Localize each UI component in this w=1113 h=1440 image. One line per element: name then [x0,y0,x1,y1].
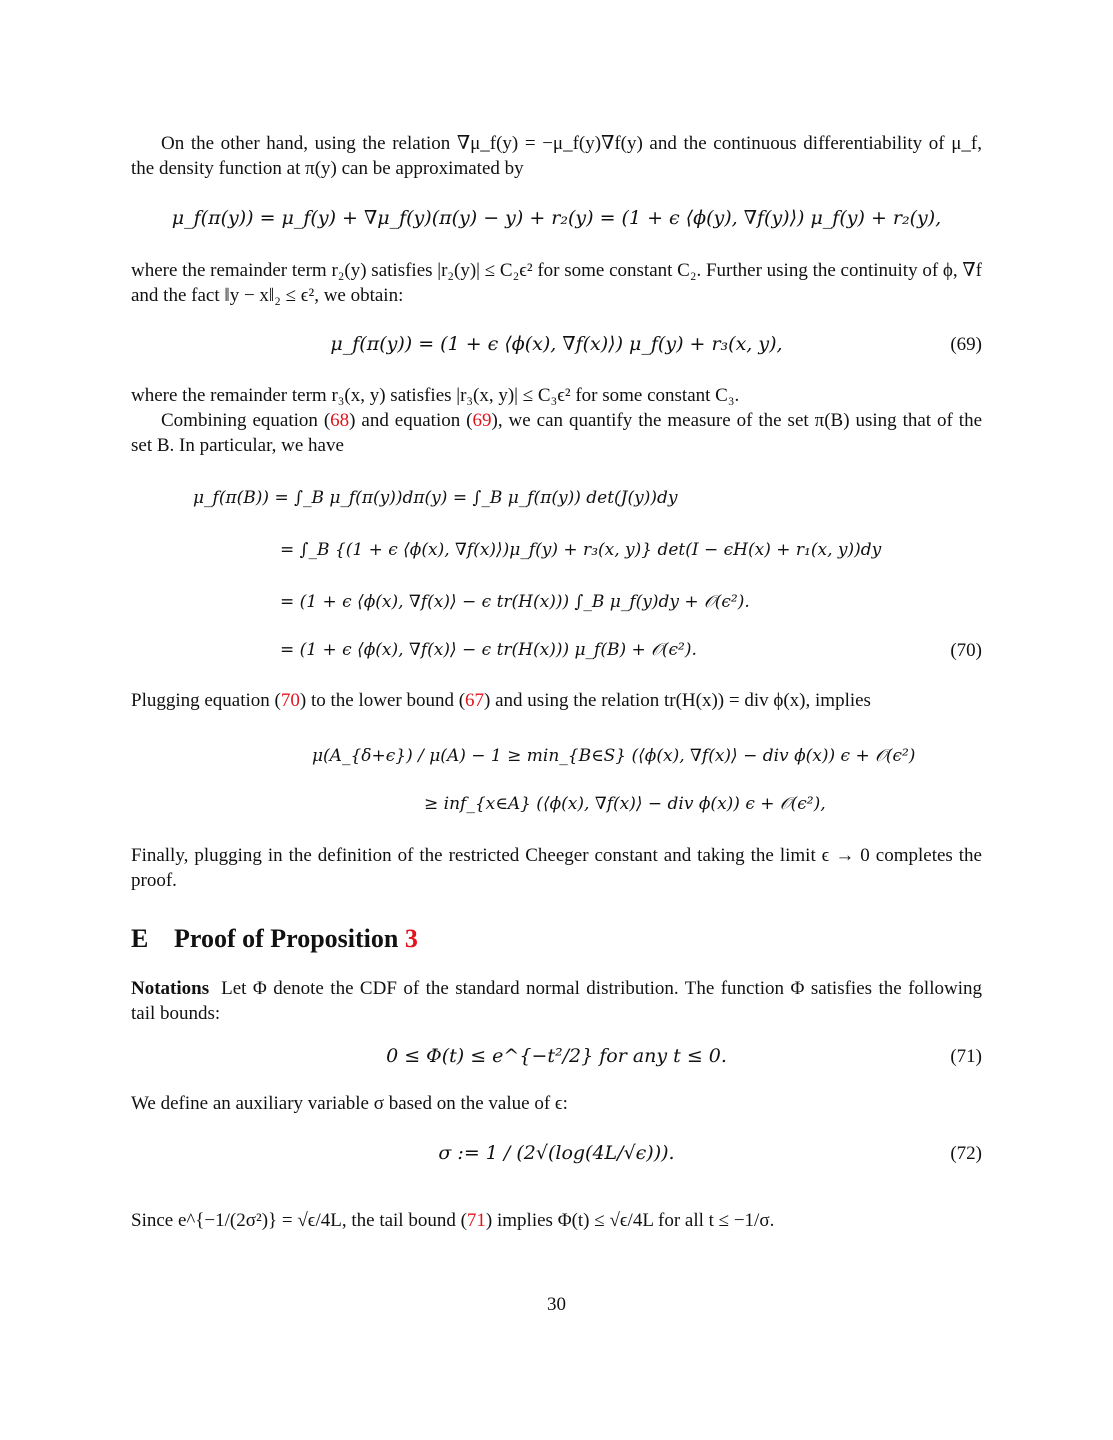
equation-number-70: (70) [950,640,982,661]
equation-ref-71[interactable]: 71 [466,1210,486,1231]
paragraph-combining: Combining equation (68) and equation (69), we can quantify the measure of the set π(B) using that of the set B. In particular, we have [131,410,982,456]
notations-runin: Notations [131,978,210,999]
proposition-ref-3[interactable]: 3 [404,924,418,953]
equation-71: 0 ≤ Φ(t) ≤ e^{−t²/2} for any t ≤ 0. (71) [386,1045,982,1067]
equation-70-line-3: = (1 + ϵ ⟨ϕ(x), ∇f(x)⟩ − ϵ tr(H(x))) ∫_B μ_f(y)dy + 𝒪(ϵ²). [280,592,750,612]
paragraph-finally: Finally, plugging in the definition of the restricted Cheeger constant and taking the limit ϵ → 0 completes the proof. [131,845,982,891]
inequality-line-1: μ(A_{δ+ϵ}) / μ(A) − 1 ≥ min_{B∈S} (⟨ϕ(x), ∇f(x)⟩ − div ϕ(x)) ϵ + 𝒪(ϵ²) [312,746,916,766]
equation-72: σ := 1 / (2√(log(4L/√ϵ))). (72) [438,1142,982,1164]
paragraph-intro: On the other hand, using the relation ∇μ_f(y) = −μ_f(y)∇f(y) and the continuous differentiability of μ_f, the density function at π(y) can be approximated by [131,133,982,179]
paragraph-since: Since e^{−1/(2σ²)} = √ϵ/4L, the tail bound (71) implies Φ(t) ≤ √ϵ/4L for all t ≤ −1/σ. [131,1210,775,1231]
equation-ref-69[interactable]: 69 [472,410,492,431]
equation-70-line-1: μ_f(π(B)) = ∫_B μ_f(π(y))dπ(y) = ∫_B μ_f(π(y)) det(J(y))dy [193,488,678,508]
equation-number-71: (71) [950,1046,982,1067]
equation-ref-70[interactable]: 70 [280,690,300,711]
equation-number-72: (72) [950,1143,982,1164]
inequality-line-2: ≥ inf_{x∈A} (⟨ϕ(x), ∇f(x)⟩ − div ϕ(x)) ϵ + 𝒪(ϵ²), [424,794,826,814]
equation-ref-68[interactable]: 68 [330,410,350,431]
page-number: 30 [547,1294,566,1315]
paragraph-auxiliary: We define an auxiliary variable σ based on the value of ϵ: [131,1093,568,1114]
equation-number-69: (69) [950,334,982,355]
equation-unnumbered: μ_f(π(y)) = μ_f(y) + ∇μ_f(y)(π(y) − y) + r₂(y) = (1 + ϵ ⟨ϕ(y), ∇f(y)⟩) μ_f(y) + r₂(y), [171,207,942,229]
paragraph-notations: Notations Let Φ denote the CDF of the standard normal distribution. The function Φ satisfies the following tail bounds: [131,978,982,1024]
paragraph-remainder-r2: where the remainder term r₂(y) satisfies |r₂(y)| ≤ C₂ϵ² for some constant C₂. Further using the continuity of ϕ, ∇f and the fact ‖y − x‖₂ ≤ ϵ², we obtain: [131,260,983,306]
paragraph-remainder-r3: where the remainder term r₃(x, y) satisfies |r₃(x, y)| ≤ C₃ϵ² for some constant C₃. [131,385,740,406]
equation-70-line-2: = ∫_B {(1 + ϵ ⟨ϕ(x), ∇f(x)⟩)μ_f(y) + r₃(x, y)} det(I − ϵH(x) + r₁(x, y))dy [280,540,882,560]
equation-69: μ_f(π(y)) = (1 + ϵ ⟨ϕ(x), ∇f(x)⟩) μ_f(y) + r₃(x, y), (69) [330,333,982,355]
paragraph-plugging: Plugging equation (70) to the lower bound (67) and using the relation tr(H(x)) = div ϕ(x), implies [131,690,871,711]
equation-70-line-4: = (1 + ϵ ⟨ϕ(x), ∇f(x)⟩ − ϵ tr(H(x))) μ_f(B) + 𝒪(ϵ²). [280,640,697,660]
section-heading: E Proof of Proposition 3 [131,924,418,953]
equation-ref-67[interactable]: 67 [465,690,485,711]
